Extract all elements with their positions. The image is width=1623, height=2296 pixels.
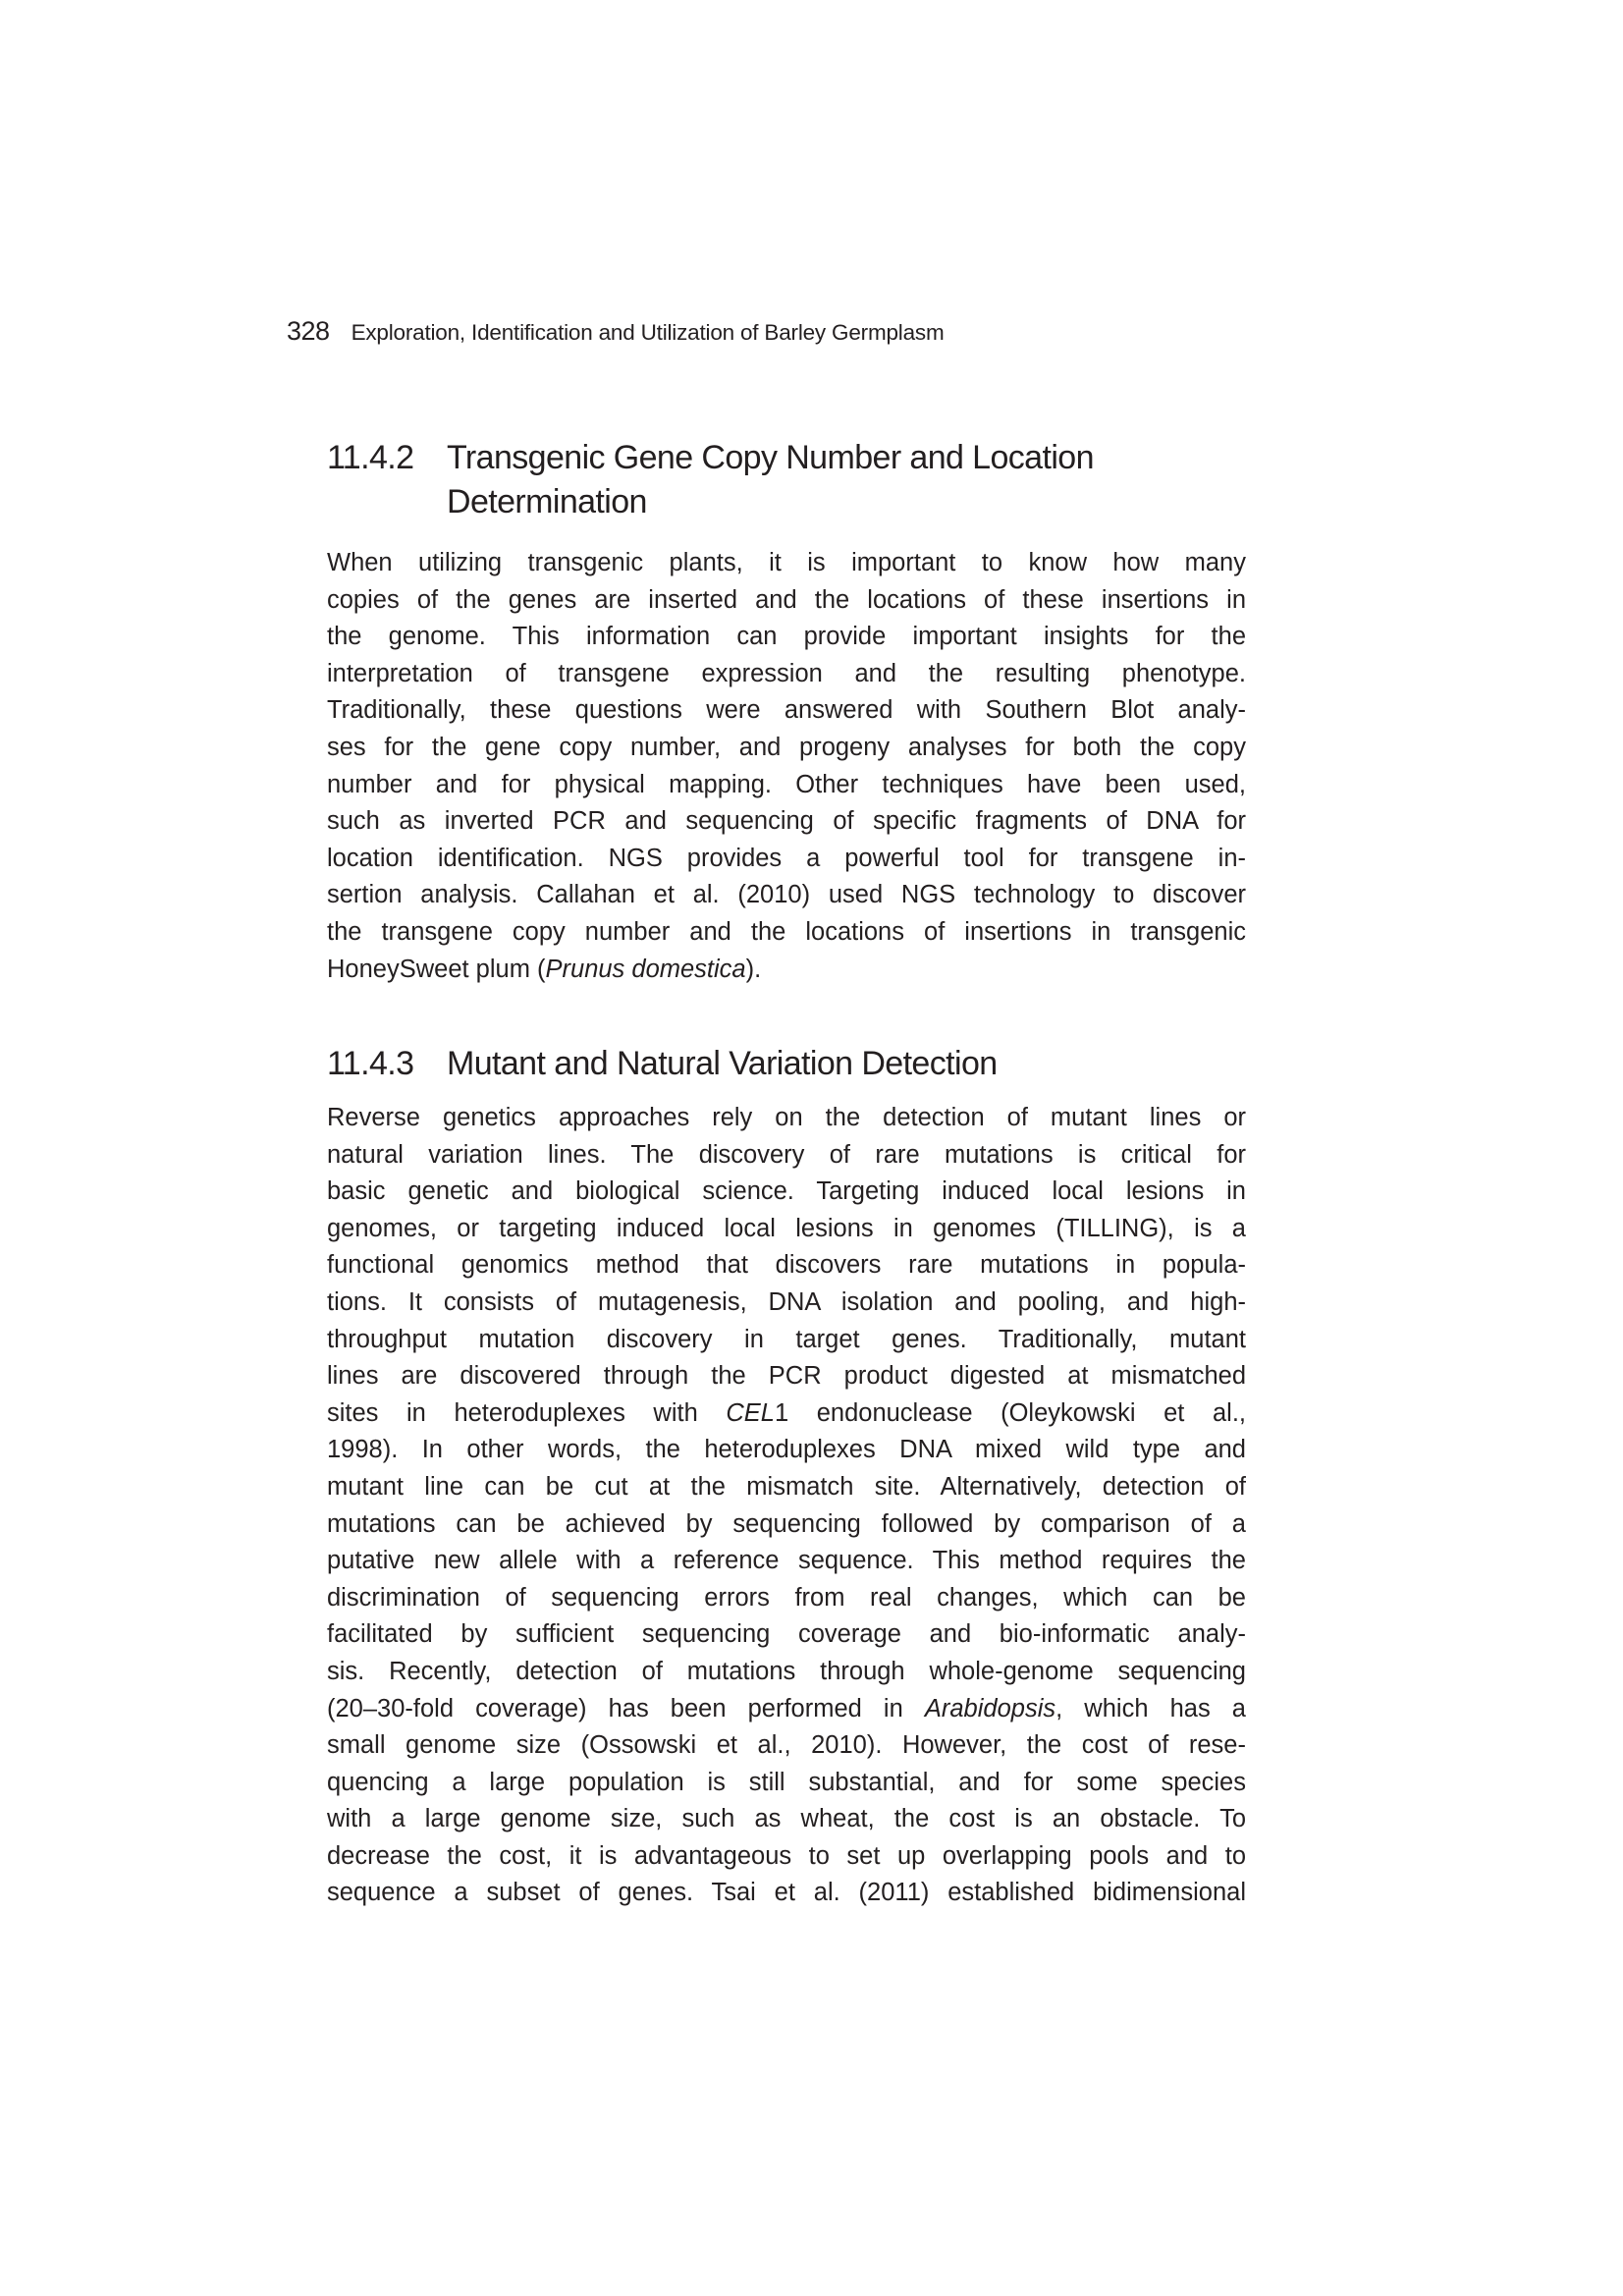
paragraph-transgene-copy-number [327, 545, 1246, 988]
text-line: basic genetic and biological science. Targeting induced local lesions in [327, 1177, 1246, 1206]
section-heading-11-4-3 [327, 1042, 998, 1086]
section-title [447, 436, 1094, 524]
text-line: putative new allele with a reference sequence. This method requires the [327, 1547, 1246, 1575]
species-name-italic: Prunus domestica [545, 955, 746, 983]
text-line: decrease the cost, it is advantageous to set up overlapping pools and to [327, 1841, 1246, 1870]
section-number: 11.4.3 [327, 1045, 414, 1082]
running-head [287, 316, 945, 352]
text-line: 1998). In other words, the heteroduplexes DNA mixed wild type and [327, 1436, 1246, 1464]
text-line: the transgene copy number and the locations of insertions in transgenic [327, 917, 1246, 946]
section-title-line: Determination [447, 483, 647, 520]
text-line: location identification. NGS provides a powerful tool for transgene in- [327, 844, 1246, 872]
gene-name-italic: CEL [726, 1398, 775, 1427]
text-line: natural variation lines. The discovery of rare mutations is critical for [327, 1140, 1246, 1169]
text-line: throughput mutation discovery in target genes. Traditionally, mutant [327, 1325, 1246, 1353]
text-line: quencing a large population is still substantial, and for some species [327, 1768, 1246, 1796]
text-line: such as inverted PCR and sequencing of specific fragments of DNA for [327, 807, 1246, 836]
text-line: with a large genome size, such as wheat, the cost is an obstacle. To [327, 1805, 1246, 1833]
section-title-line: Mutant and Natural Variation Detection [447, 1045, 998, 1082]
text-line: sequence a subset of genes. Tsai et al. (2011) established bidimensional [327, 1879, 1246, 1907]
text-line: sis. Recently, detection of mutations through whole-genome sequencing [327, 1657, 1246, 1685]
text-line-arabidopsis [327, 1691, 1246, 1728]
section-title [447, 1042, 998, 1086]
text-fragment: ). [745, 955, 762, 983]
text-line: discrimination of sequencing errors from real changes, which can be [327, 1583, 1246, 1612]
text-line-cel1 [327, 1395, 1246, 1433]
text-line: the genome. This information can provide important insights for the [327, 623, 1246, 651]
section-heading-11-4-2 [327, 436, 1094, 524]
section-title-line: Transgenic Gene Copy Number and Location [447, 439, 1094, 476]
text-line: mutant line can be cut at the mismatch site. Alternatively, detection of [327, 1472, 1246, 1501]
text-fragment: sites in heteroduplexes with [327, 1398, 727, 1427]
text-line: When utilizing transgenic plants, it is important to know how many [327, 549, 1246, 576]
text-line: copies of the genes are inserted and the locations of these insertions in [327, 585, 1246, 614]
text-fragment: HoneySweet plum ( [327, 955, 546, 983]
text-line: number and for physical mapping. Other techniques have been used, [327, 770, 1246, 798]
page-number: 328 [287, 316, 330, 346]
text-line: small genome size (Ossowski et al., 2010). However, the cost of rese- [327, 1731, 1246, 1760]
text-line: sertion analysis. Callahan et al. (2010) used NGS technology to discover [327, 881, 1246, 909]
text-line-species [327, 952, 1246, 989]
text-line: genomes, or targeting induced local lesions in genomes (TILLING), is a [327, 1214, 1246, 1242]
paragraph-mutant-detection [327, 1100, 1246, 1912]
text-line: Reverse genetics approaches rely on the detection of mutant lines or [327, 1104, 1246, 1131]
text-line: tions. It consists of mutagenesis, DNA isolation and pooling, and high- [327, 1287, 1246, 1316]
text-fragment: 1 endonuclease (Oleykowski et al., [774, 1398, 1246, 1427]
text-fragment: , which has a [1055, 1694, 1246, 1722]
text-line: functional genomics method that discovers rare mutations in popula- [327, 1251, 1246, 1280]
text-line: ses for the gene copy number, and progeny analyses for both the copy [327, 733, 1246, 761]
section-number: 11.4.2 [327, 439, 414, 476]
text-fragment: (20–30-fold coverage) has been performed in [327, 1694, 925, 1722]
book-title: Exploration, Identification and Utilization of Barley Germplasm [351, 320, 945, 345]
text-line: facilitated by sufficient sequencing coverage and bio-informatic analy- [327, 1620, 1246, 1649]
text-line: lines are discovered through the PCR product digested at mismatched [327, 1362, 1246, 1391]
text-line: interpretation of transgene expression and the resulting phenotype. [327, 659, 1246, 687]
species-name-italic: Arabidopsis [924, 1694, 1056, 1722]
text-line: mutations can be achieved by sequencing followed by comparison of a [327, 1509, 1246, 1538]
text-line: Traditionally, these questions were answered with Southern Blot analy- [327, 696, 1246, 725]
